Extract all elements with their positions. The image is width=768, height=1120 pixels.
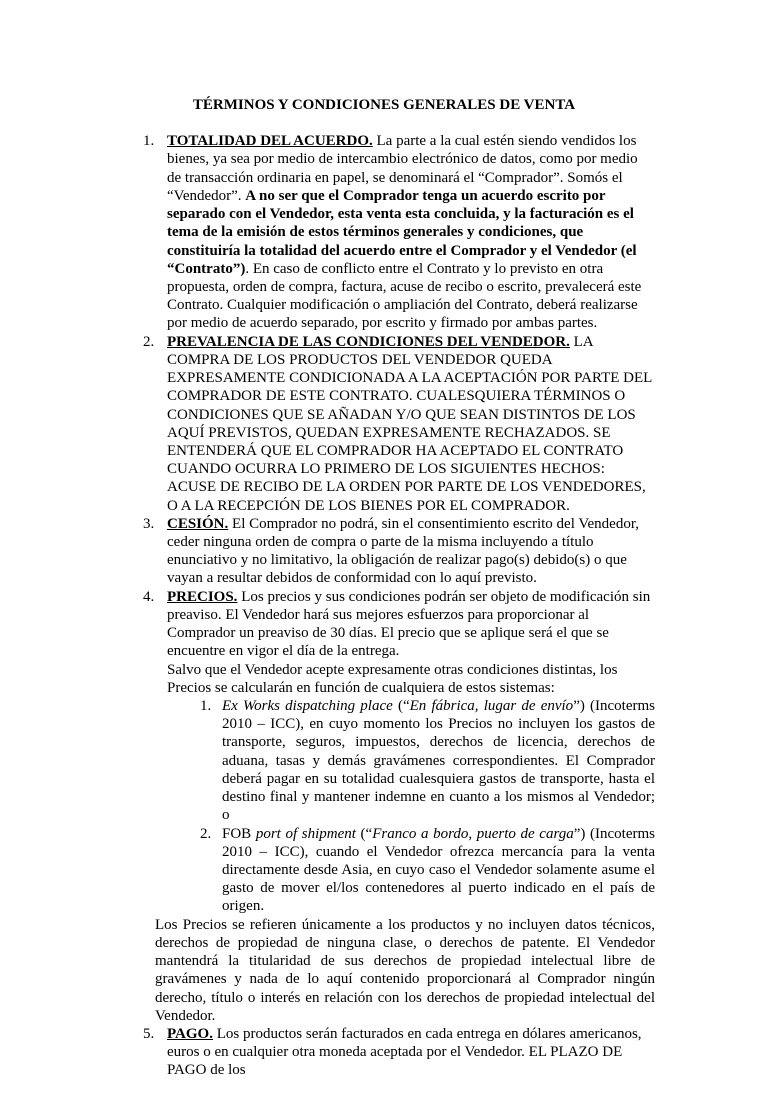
- list-item-number: 3.: [143, 515, 155, 532]
- text-run: El Comprador no podrá, sin el consentimiento escrito del Vendedor, ceder ninguna orden de compra o parte de la misma incluyendo a título enunciativo y no limitativo, la obligación de realizar pago(s) debido(s) o que vayan a resultar debidos de conformidad con lo aquí previsto.: [167, 515, 639, 587]
- text-run: . En caso de conflicto entre el Contrato y lo previsto en otra propuesta, orden de compra, factura, acuse de recibo o escrito, prevalecerá este Contrato. Cualquier modificación o ampliación del Contrato, deberá realizarse por medio de acuerdo separado, por escrito y firmado por ambas partes.: [167, 260, 642, 332]
- paragraph: [167, 661, 655, 697]
- sublist-item-text: [222, 825, 655, 916]
- list-item-content: [167, 1025, 655, 1080]
- paragraph: [167, 333, 655, 515]
- list-item-number: 4.: [143, 588, 155, 605]
- text-run: port of shipment: [255, 825, 356, 842]
- text-run: LA COMPRA DE LOS PRODUCTOS DEL VENDEDOR QUEDA EXPRESAMENTE CONDICIONADA A LA ACEPTACIÓN POR PARTE DEL COMPRADOR DE ESTE CONTRATO. CUALESQUIERA TÉRMINOS O CONDICIONES QUE SE AÑADAN Y/O QUE SEAN DISTINTOS DE LOS AQUÍ PREVISTOS, QUEDAN EXPRESAMENTE RECHAZADOS. SE ENTENDERÁ QUE EL COMPRADOR HA ACEPTADO EL CONTRATO CUANDO OCURRA LO PRIMERO DE LOS SIGUIENTES HECHOS: ACUSE DE RECIBO DE LA ORDEN POR PARTE DE LOS VENDEDORES, O A LA RECEPCIÓN DE LOS BIENES POR EL COMPRADOR.: [167, 333, 652, 514]
- paragraph: [167, 132, 655, 332]
- text-run: ”) (Incoterms 2010 – ICC), en cuyo momento los Precios no incluyen los gastos de transporte, seguros, impuestos, derechos de licencia, derechos de aduana, tasas y demás gravámenes correspondientes. El Comprador deberá pagar en su totalidad cualesquiera gastos de transporte, hasta el destino final y mantener indemne en cuanto a los mismos al Vendedor; o: [222, 698, 655, 824]
- paragraph: [167, 1025, 655, 1080]
- sublist-item-text: [222, 697, 655, 825]
- sublist-item-number: 1.: [200, 698, 212, 714]
- paragraph: [155, 916, 655, 1025]
- text-run: Salvo que el Vendedor acepte expresamente otras condiciones distintas, los Precios se calcularán en función de cualquiera de estos sistemas:: [167, 661, 618, 696]
- list-item-number: 1.: [143, 133, 155, 150]
- list-item: [113, 333, 655, 515]
- list-item-content: [167, 333, 655, 515]
- text-run: Ex Works dispatching place: [222, 698, 393, 714]
- text-run: En fábrica, lugar de envío: [409, 698, 574, 714]
- text-run: FOB: [222, 825, 256, 842]
- text-run: (“: [392, 698, 410, 714]
- sublist-item-number: 2.: [200, 825, 212, 842]
- list-item-number: 5.: [143, 1025, 155, 1042]
- list-item-content: [167, 132, 655, 332]
- text-run: TOTALIDAD DEL ACUERDO.: [167, 133, 373, 150]
- list-item-content: [167, 515, 655, 588]
- sublist-item: [167, 825, 655, 916]
- text-run: Los Precios se refieren únicamente a los productos y no incluyen datos técnicos, derechos de propiedad de ninguna clase, o derechos de patente. El Vendedor mantendrá la titularidad de sus derechos de propiedad intelectual libre de gravámenes y nada de lo aquí contenido proporcionará al Comprador ningún derecho, título o interés en relación con los derechos de propiedad intelectual del Vendedor.: [155, 916, 655, 1024]
- text-run: Franco a bordo, puerto de carga: [372, 825, 574, 842]
- paragraph: [167, 515, 655, 588]
- text-run: Los precios y sus condiciones podrán ser objeto de modificación sin preaviso. El Vendedor hará sus mejores esfuerzos para proporcionar al Comprador un preaviso de 30 días. El precio que se aplique será el que se encuentre en vigor el día de la entrega.: [167, 588, 651, 660]
- text-run: La parte a la cual estén siendo vendidos los bienes, ya sea por medio de intercambio electrónico de datos, como por medio de transacción ordinaria en papel, se denominará el “Comprador”. Somós el “Vendedor”.: [167, 133, 638, 204]
- sublist-item: [167, 697, 655, 825]
- text-run: PRECIOS.: [167, 588, 238, 605]
- text-run: ”) (Incoterms 2010 – ICC), cuando el Vendedor ofrezca mercancía para la venta directamente desde Asia, en cuyo caso el Vendedor solamente asume el gasto de mover el/los contenedores al puerto indicado en el país de origen.: [222, 825, 655, 915]
- text-run: PAGO.: [167, 1025, 213, 1042]
- list-item: [113, 515, 655, 588]
- list-item: [113, 132, 655, 332]
- text-run: CESIÓN.: [167, 515, 229, 532]
- list-item: [113, 588, 655, 1025]
- list-item: [113, 1025, 655, 1080]
- terms-list: [113, 132, 655, 1079]
- text-run: PREVALENCIA DE LAS CONDICIONES DEL VENDEDOR.: [167, 333, 570, 350]
- text-run: A no ser que el Comprador tenga un acuerdo escrito por separado con el Vendedor, esta venta esta concluida, y la facturación es el tema de la emisión de estos términos generales y condiciones, que constituiría la totalidad del acuerdo entre el Comprador y el Vendedor (el “Contrato”): [167, 187, 637, 277]
- list-item-number: 2.: [143, 333, 155, 350]
- paragraph: [167, 588, 655, 661]
- text-run: Los productos serán facturados en cada entrega en dólares americanos, euros o en cualquier otra moneda aceptada por el Vendedor. EL PLAZO DE PAGO de los: [167, 1025, 642, 1079]
- list-item-content: [155, 588, 655, 1025]
- text-run: (“: [355, 825, 373, 842]
- page-title: TÉRMINOS Y CONDICIONES GENERALES DE VENTA: [192, 97, 576, 113]
